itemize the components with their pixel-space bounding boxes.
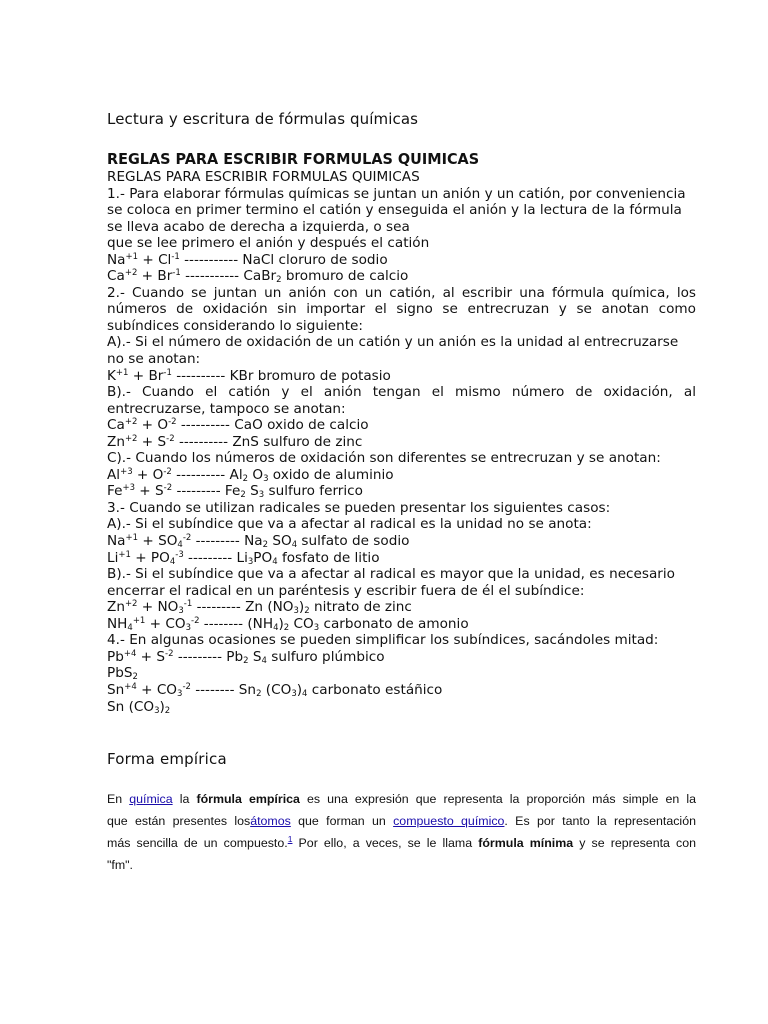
example-formula: $Na^{+1} + Cl^{-1}$ ----------- NaCl cloruro de sodio (107, 251, 388, 268)
example-formula: $Ca^{+2} + O^{-2}$ ---------- CaO oxido de calcio (107, 417, 369, 434)
example-formula: $Fe^{+3} + S^{-2}$ --------- $Fe_2$ $S_3$ sulfuro ferrico (107, 483, 363, 501)
example-formula: $Zn^{+2} + NO_3^{-1}$ --------- Zn $(NO_3)_2$ nitrato de zinc (107, 599, 412, 617)
rule-3-line: 3.- Cuando se utilizan radicales se pueden presentar los siguientes casos: (107, 499, 611, 516)
rule-2c-line: C).- Cuando los números de oxidación son diferentes se entrecruzan y se anotan: (107, 450, 661, 467)
rule-2-line: subíndices considerando lo siguiente: (107, 317, 363, 334)
example-formula: $Ca^{+2} + Br^{-1}$ ----------- CaBr$_2$ bromuro de calcio (107, 268, 409, 286)
example-formula: $Na^{+1} + SO_4^{-2}$ --------- $Na_2$ $SO_4$ sulfato de sodio (107, 533, 410, 551)
example-formula: $Al^{+3} + O^{-2}$ ---------- $Al_2$ $O_3$ oxido de aluminio (107, 466, 394, 484)
term-formula-minima: fórmula mínima (478, 836, 574, 850)
rules-heading: REGLAS PARA ESCRIBIR FORMULAS QUIMICAS (107, 150, 480, 168)
rule-2a-line: A).- Si el número de oxidación de un catión y un anión es la unidad al entrecruzarse (107, 334, 679, 351)
rule-2b-line: B).- Cuando el catión y el anión tengan el mismo número de oxidación, al (107, 384, 696, 401)
rule-1-line: que se lee primero el anión y después el catión (107, 235, 430, 252)
example-formula: $NH_4^{+1} + CO_3^{-2}$ -------- $(NH_4)_2$ $CO_3$ carbonato de amonio (107, 615, 469, 633)
rule-1-line: se lleva acabo de derecha a izquierda, o sea (107, 218, 410, 235)
rule-3b-line: B).- Si el subíndice que va a afectar al radical es mayor que la unidad, es necesario (107, 566, 675, 583)
example-formula: $K^{+1} + Br^{-1}$ ---------- KBr bromuro de potasio (107, 367, 391, 384)
page-title: Lectura y escritura de fórmulas químicas (107, 110, 419, 128)
rules-subheading: REGLAS PARA ESCRIBIR FORMULAS QUIMICAS (107, 169, 420, 185)
rule-2-line: números de oxidación sin importar el signo se entrecruzan y se anotan como (107, 301, 696, 318)
example-formula: PbS$_2$ (107, 665, 138, 683)
link-atomos[interactable]: átomos (250, 814, 291, 828)
rule-2a-line: no se anotan: (107, 351, 201, 368)
rule-1-line: 1.- Para elaborar fórmulas químicas se juntan un anión y un catión, por conveniencia (107, 185, 686, 202)
link-compuesto-quimico[interactable]: compuesto químico (393, 814, 505, 828)
link-quimica[interactable]: química (129, 792, 173, 806)
rule-2b-line: entrecruzarse, tampoco se anotan: (107, 400, 346, 417)
example-formula: Sn $(CO_3)_2$ (107, 698, 171, 716)
section-heading-empirica: Forma empírica (107, 750, 227, 768)
paragraph-line: más sencilla de un compuesto.$^1$ Por ello, a veces, se le llama fórmula mínima y se representa con (107, 834, 696, 850)
rule-3a-line: A).- Si el subíndice que va a afectar al radical es la unidad no se anota: (107, 516, 592, 533)
paragraph-line: En química la fórmula empírica es una expresión que representa la proporción más simple en la (107, 792, 696, 806)
paragraph-line: "fm". (107, 858, 134, 872)
rule-3b-line: encerrar el radical en un paréntesis y escribir fuera de él el subíndice: (107, 582, 585, 599)
reference-link[interactable]: 1 (287, 834, 293, 844)
empirica-paragraph (107, 788, 696, 876)
rule-2-line: 2.- Cuando se juntan un anión con un catión, al escribir una fórmula química, los (107, 284, 696, 301)
rules-body (107, 169, 696, 715)
rule-1-line: se coloca en primer termino el catión y enseguida el anión y la lectura de la fórmula (107, 202, 682, 219)
rule-4-line: 4.- En algunas ocasiones se pueden simplificar los subíndices, sacándoles mitad: (107, 632, 659, 649)
example-formula: $Sn^{+4} + CO_3^{-2}$ -------- $Sn_2$ $(CO_3)_4$ carbonato estáñico (107, 681, 443, 699)
term-formula-empirica: fórmula empírica (196, 792, 300, 806)
example-formula: $Zn^{+2} + S^{-2}$ ---------- ZnS sulfuro de zinc (107, 433, 363, 450)
example-formula: $Li^{+1} + PO_4^{-3}$ --------- $Li_3PO_4$ fosfato de litio (107, 549, 380, 567)
paragraph-line: que están presentes losátomos que forman un compuesto químico. Es por tanto la representación (107, 814, 696, 828)
example-formula: $Pb^{+4} + S^{-2}$ --------- $Pb_2$ $S_4$ sulfuro plúmbico (107, 648, 385, 666)
